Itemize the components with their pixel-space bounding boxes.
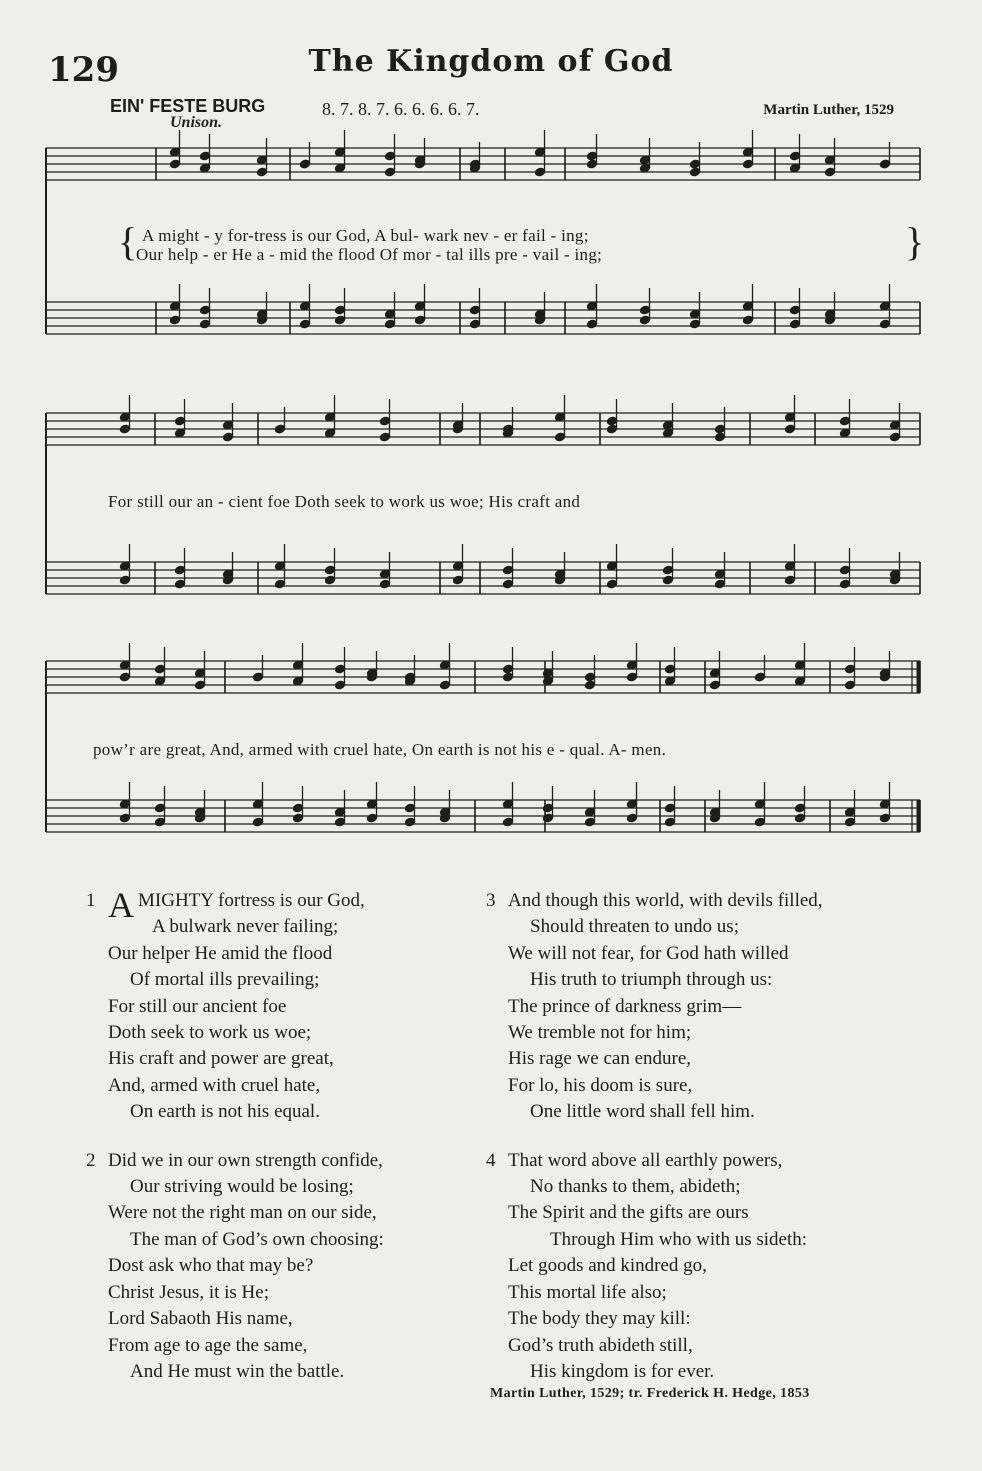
tune-name: EIN' FESTE BURG <box>110 96 266 116</box>
lyric-brace-right: } <box>905 219 925 264</box>
verses-right-column <box>486 888 928 1407</box>
verse-4 <box>486 1148 928 1386</box>
verse-line: Doth seek to work us woe; <box>108 1022 312 1044</box>
verse-line: That word above all earthly powers, <box>508 1149 783 1171</box>
verse-number: 1 <box>86 890 96 911</box>
lyrics-system1-line1: A might - y for-tress is our God, A bul- wark nev - er fail - ing; <box>142 226 589 245</box>
verse-number: 4 <box>486 1149 496 1171</box>
verse-line: Our striving would be losing; <box>130 1176 354 1198</box>
verse-line: And, armed with cruel hate, <box>108 1074 321 1096</box>
lyric-brace-left: { <box>118 219 138 264</box>
verse-line: His truth to triumph through us: <box>530 969 773 991</box>
page-title: The Kingdom of God <box>308 44 674 79</box>
lyrics-system1-line2: Our help - er He a - mid the flood Of mor - tal ills pre - vail - ing; <box>136 245 603 264</box>
verses-left-column <box>86 885 478 1407</box>
verse-line: This mortal life also; <box>508 1281 667 1303</box>
verse-line: We will not fear, for God hath willed <box>508 942 789 964</box>
composer-credit: Martin Luther, 1529 <box>763 102 894 118</box>
verse-line: His rage we can endure, <box>508 1048 692 1070</box>
verse-line: Our helper He amid the flood <box>108 942 333 964</box>
verse-line: Were not the right man on our side, <box>108 1202 377 1224</box>
verse-line: Through Him who with us sideth: <box>550 1228 808 1250</box>
verse-number: 3 <box>486 890 496 911</box>
verse-line: From age to age the same, <box>108 1334 308 1356</box>
verse-line: Of mortal ills prevailing; <box>130 969 320 991</box>
verse-line: AMIGHTY fortress is our God, <box>108 885 365 925</box>
verse-line: A bulwark never failing; <box>152 916 339 938</box>
verse-line: The man of God’s own choosing: <box>130 1228 384 1250</box>
verse-line: His craft and power are great, <box>108 1048 334 1070</box>
lyrics-system2: For still our an - cient foe Doth seek to work us woe; His craft and <box>108 492 581 511</box>
verse-line: The Spirit and the gifts are ours <box>508 1202 749 1224</box>
page-number: 129 <box>48 50 119 90</box>
performance-direction: Unison. <box>170 114 223 131</box>
verse-line: No thanks to them, abideth; <box>530 1176 741 1198</box>
verse-line: Lord Sabaoth His name, <box>108 1308 293 1330</box>
verse-line: On earth is not his equal. <box>130 1101 320 1123</box>
drop-cap: A <box>108 885 134 925</box>
verse-line: Should threaten to undo us; <box>530 916 739 938</box>
verse-line: We tremble not for him; <box>508 1022 692 1044</box>
verse-line: Did we in our own strength confide, <box>108 1149 383 1171</box>
verse-line: One little word shall fell him. <box>530 1101 755 1123</box>
verse-line: For lo, his doom is sure, <box>508 1074 693 1096</box>
verse-2 <box>86 1148 478 1386</box>
verse-line: His kingdom is for ever. <box>530 1360 715 1382</box>
verse-line: Christ Jesus, it is He; <box>108 1281 269 1303</box>
verse-line: And He must win the battle. <box>130 1360 345 1382</box>
verse-number: 2 <box>86 1149 96 1171</box>
verse-line: And though this world, with devils filled, <box>508 890 823 911</box>
verse-line: God’s truth abideth still, <box>508 1334 693 1356</box>
verse-line: For still our ancient foe <box>108 995 287 1017</box>
translation-credit: Martin Luther, 1529; tr. Frederick H. Hedge, 1853 <box>490 1386 810 1401</box>
verse-line: Let goods and kindred go, <box>508 1255 707 1277</box>
verse-1 <box>86 885 478 1126</box>
lyrics-system3: pow’r are great, And, armed with cruel hate, On earth is not his e - qual. A- men. <box>93 740 667 759</box>
verse-line: The body they may kill: <box>508 1308 691 1330</box>
verse-line: The prince of darkness grim— <box>508 995 742 1017</box>
meter: 8. 7. 8. 7. 6. 6. 6. 6. 7. <box>322 99 480 119</box>
verse-3 <box>486 888 928 1126</box>
verse-line: Dost ask who that may be? <box>108 1255 314 1277</box>
